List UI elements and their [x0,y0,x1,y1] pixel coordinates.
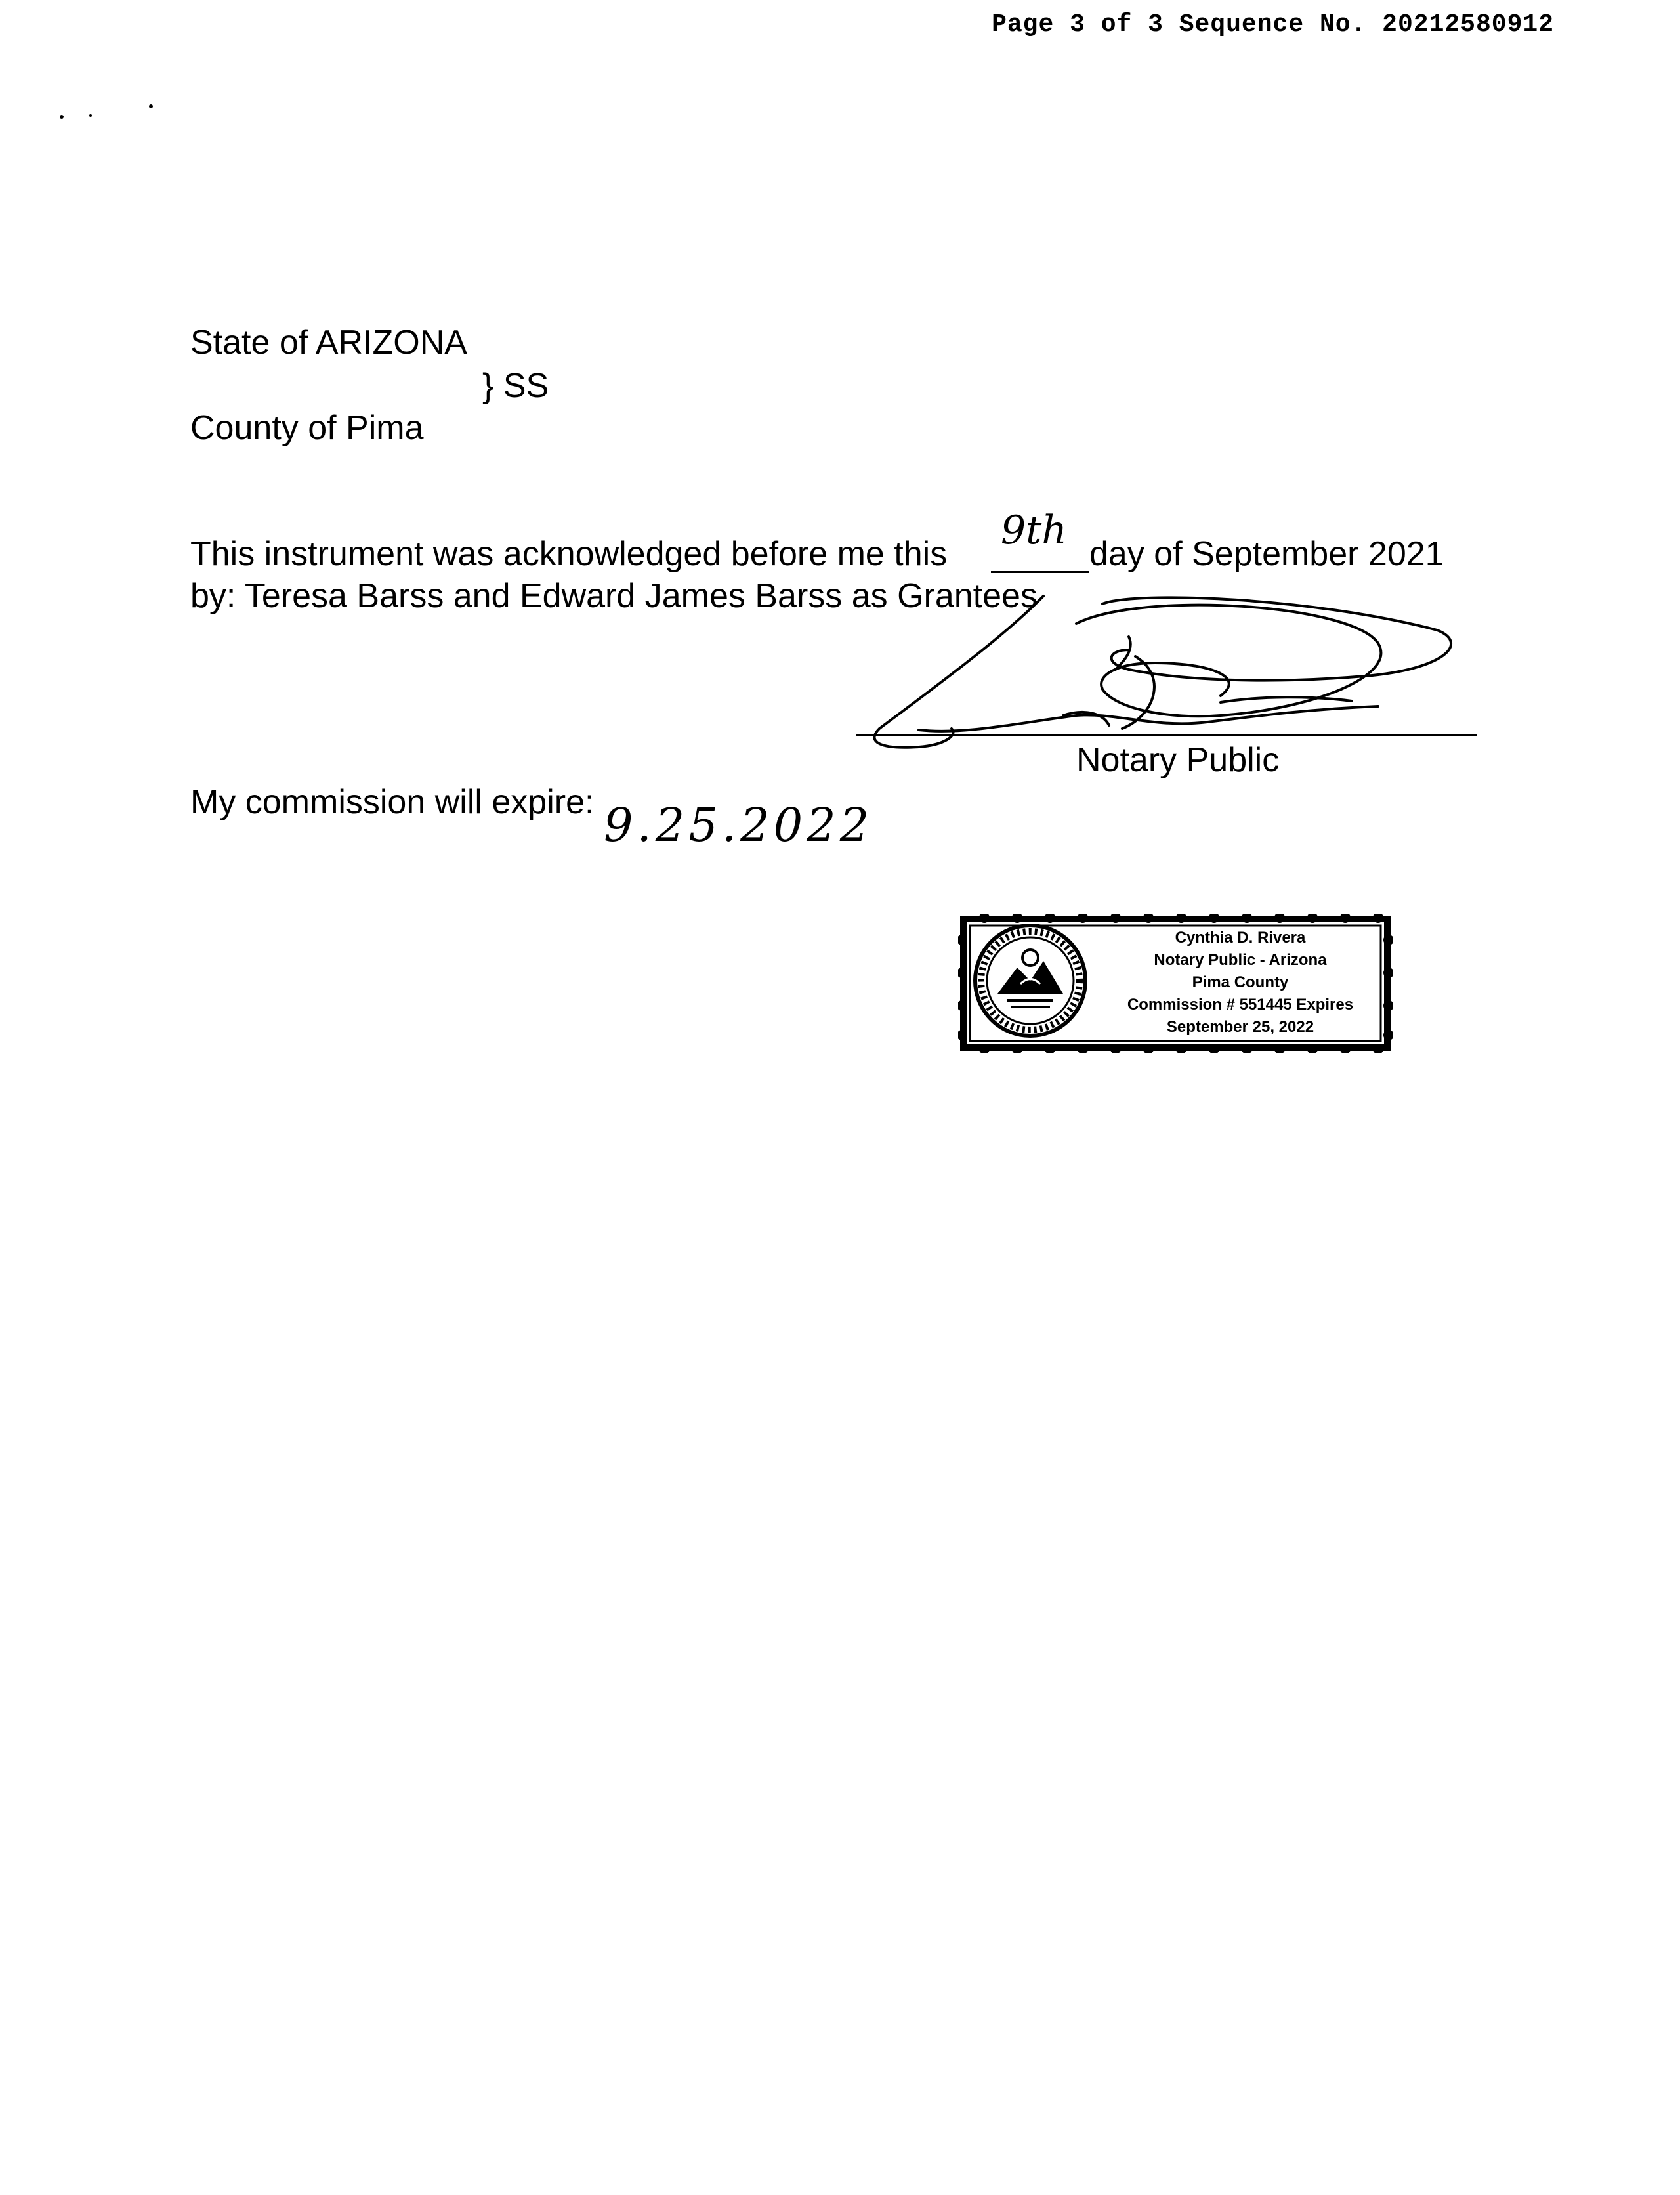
acknowledgment-line1-prefix: This instrument was acknowledged before me this [190,535,948,573]
venue-ss: } SS [482,367,549,405]
signature-line [856,734,1477,736]
notary-stamp [958,914,1393,1053]
stamp-commission: Commission # 551445 Expires [1127,996,1354,1013]
acknowledgment-line2: by: Teresa Barss and Edward James Barss as Grantees [190,577,1038,615]
stamp-expires: September 25, 2022 [1166,1018,1314,1036]
commission-date-handwritten: 9.25.2022 [604,798,873,852]
acknowledgment-day-handwritten: 9th [1001,507,1067,553]
stamp-notary-name: Cynthia D. Rivera [1175,929,1306,947]
stamp-notary-title: Notary Public - Arizona [1154,951,1327,969]
stamp-text [1089,927,1391,1038]
venue-state: State of ARIZONA [190,324,467,362]
day-blank-underline [991,571,1089,573]
commission-label: My commission will expire: [190,783,595,821]
page-sequence-header: Page 3 of 3 Sequence No. 20212580912 [992,11,1554,39]
acknowledgment-line1-suffix: day of September 2021 [1089,535,1444,573]
stamp-county: Pima County [1192,973,1289,991]
arizona-seal-emblem [971,922,1089,1040]
venue-county: County of Pima [190,409,424,447]
signature-title: Notary Public [1076,741,1280,779]
scan-specks [52,98,171,125]
